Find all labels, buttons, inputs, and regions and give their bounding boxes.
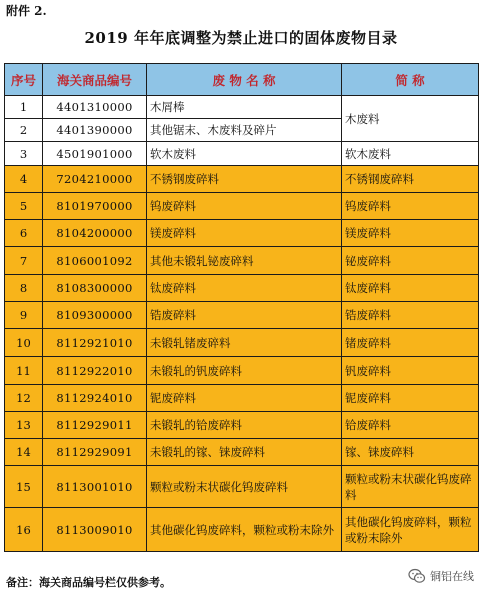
cell-short: 软木废料: [342, 142, 479, 166]
waste-table: [4, 63, 479, 552]
cell-name: 铌废碎料: [147, 385, 342, 412]
table-row: [5, 412, 479, 439]
wechat-icon: [408, 568, 426, 584]
cell-no: 11: [5, 357, 43, 385]
header-name: 废 物 名 称: [147, 64, 342, 96]
cell-short: 钨废碎料: [342, 193, 479, 220]
cell-no: 7: [5, 247, 43, 275]
table-row: [5, 466, 479, 508]
watermark: [408, 566, 474, 586]
cell-name: 未锻轧的铪废碎料: [147, 412, 342, 439]
table-header-row: [5, 64, 479, 96]
cell-code: 8101970000: [43, 193, 147, 220]
cell-code: 8112921010: [43, 329, 147, 357]
cell-name: 钛废碎料: [147, 275, 342, 302]
cell-no: 2: [5, 119, 43, 142]
table-row: [5, 385, 479, 412]
cell-name: 镁废碎料: [147, 220, 342, 247]
cell-code: 8112929011: [43, 412, 147, 439]
cell-no: 4: [5, 166, 43, 193]
cell-code: 8106001092: [43, 247, 147, 275]
table-row: [5, 247, 479, 275]
cell-name: 未锻轧锗废碎料: [147, 329, 342, 357]
cell-short: 铪废碎料: [342, 412, 479, 439]
cell-no: 5: [5, 193, 43, 220]
cell-code: 4501901000: [43, 142, 147, 166]
table-row: [5, 220, 479, 247]
cell-short: 镁废碎料: [342, 220, 479, 247]
cell-short: 铌废碎料: [342, 385, 479, 412]
cell-no: 15: [5, 466, 43, 508]
cell-name: 其他未锻轧铋废碎料: [147, 247, 342, 275]
cell-name: 其他碳化钨废碎料，颗粒或粉末除外: [147, 508, 342, 552]
cell-no: 6: [5, 220, 43, 247]
page-title: 2019 年年底调整为禁止进口的固体废物目录: [84, 29, 398, 47]
cell-code: 8104200000: [43, 220, 147, 247]
cell-name: 未锻轧的钒废碎料: [147, 357, 342, 385]
header-short: 简 称: [342, 64, 479, 96]
cell-no: 10: [5, 329, 43, 357]
cell-short: 铋废碎料: [342, 247, 479, 275]
cell-short: 颗粒或粉末状碳化钨废碎料: [342, 466, 479, 508]
cell-name: 木屑棒: [147, 96, 342, 119]
cell-no: 14: [5, 439, 43, 466]
cell-name: 锆废碎料: [147, 302, 342, 329]
cell-no: 13: [5, 412, 43, 439]
watermark-text: 铜铝在线: [430, 570, 474, 583]
table-row: [5, 275, 479, 302]
cell-short: 钒废碎料: [342, 357, 479, 385]
cell-no: 12: [5, 385, 43, 412]
table-row: [5, 302, 479, 329]
cell-short: 锗废碎料: [342, 329, 479, 357]
cell-name: 其他锯末、木废料及碎片: [147, 119, 342, 142]
cell-name: 不锈钢废碎料: [147, 166, 342, 193]
table-row: [5, 439, 479, 466]
table-row: [5, 142, 479, 166]
cell-code: 8113009010: [43, 508, 147, 552]
cell-code: 7204210000: [43, 166, 147, 193]
cell-short: 不锈钢废碎料: [342, 166, 479, 193]
cell-code: 8112924010: [43, 385, 147, 412]
cell-code: 8113001010: [43, 466, 147, 508]
cell-no: 9: [5, 302, 43, 329]
attachment-label: 附件 2.: [6, 4, 47, 18]
header-no: 序号: [5, 64, 43, 96]
table-row: [5, 329, 479, 357]
cell-short: 木废料: [342, 96, 479, 142]
cell-no: 16: [5, 508, 43, 552]
footnote: 备注：海关商品编号栏仅供参考。: [6, 576, 171, 589]
table-row: [5, 357, 479, 385]
cell-no: 8: [5, 275, 43, 302]
cell-no: 1: [5, 96, 43, 119]
table-row: [5, 96, 479, 119]
cell-name: 软木废料: [147, 142, 342, 166]
table-row: [5, 508, 479, 552]
table-row: [5, 193, 479, 220]
cell-name: 颗粒或粉末状碳化钨废碎料: [147, 466, 342, 508]
cell-short: 镓、铼废碎料: [342, 439, 479, 466]
table-row: [5, 166, 479, 193]
cell-code: 4401390000: [43, 119, 147, 142]
cell-code: 8112922010: [43, 357, 147, 385]
cell-short: 其他碳化钨废碎料，颗粒或粉末除外: [342, 508, 479, 552]
header-code: 海关商品编号: [43, 64, 147, 96]
cell-short: 锆废碎料: [342, 302, 479, 329]
cell-no: 3: [5, 142, 43, 166]
cell-name: 未锻轧的镓、铼废碎料: [147, 439, 342, 466]
cell-code: 8109300000: [43, 302, 147, 329]
cell-short: 钛废碎料: [342, 275, 479, 302]
cell-code: 4401310000: [43, 96, 147, 119]
cell-code: 8112929091: [43, 439, 147, 466]
cell-name: 钨废碎料: [147, 193, 342, 220]
cell-code: 8108300000: [43, 275, 147, 302]
